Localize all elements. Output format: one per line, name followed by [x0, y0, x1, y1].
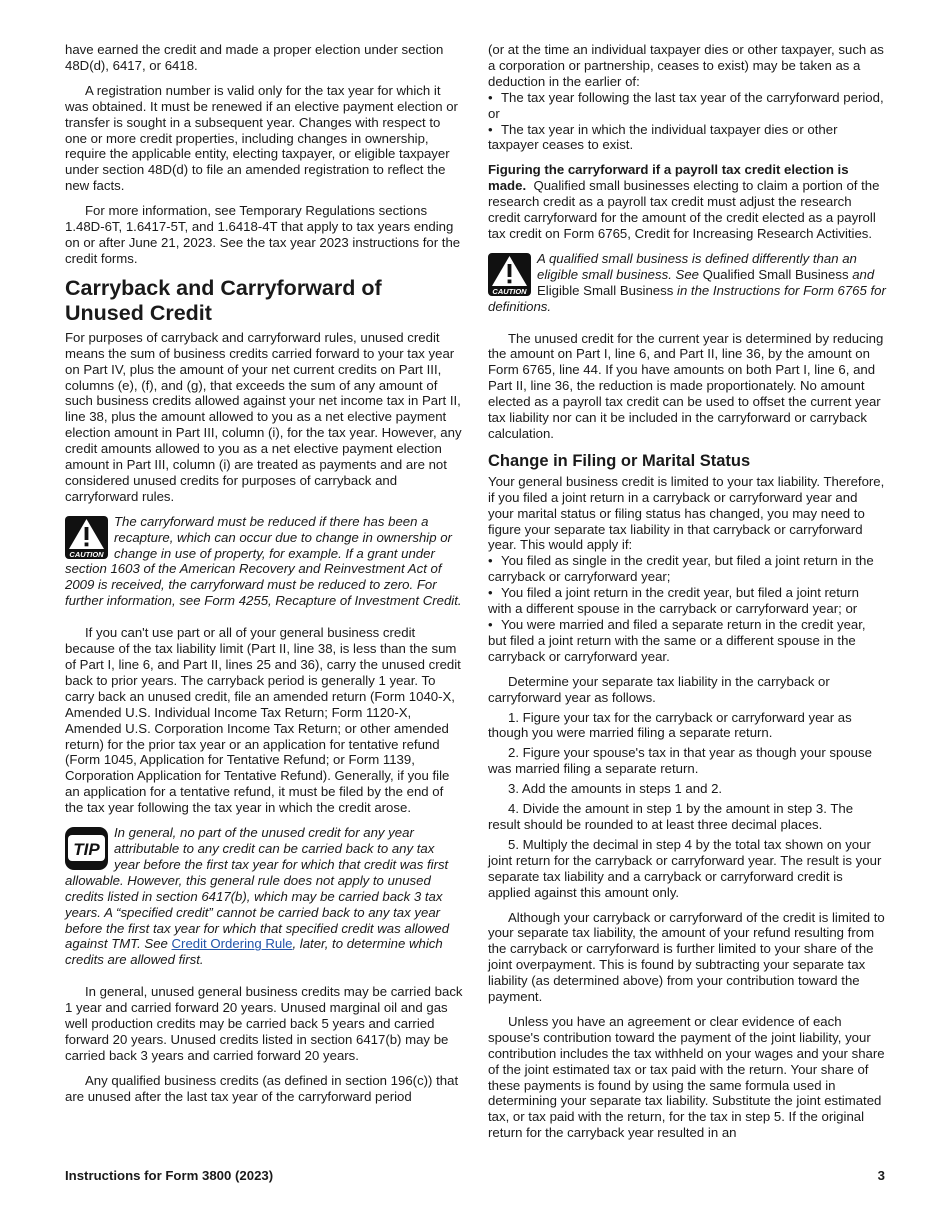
paragraph: Any qualified business credits (as defined in section 196(c)) that are unused after the last tax year of the carryforward period: [65, 1072, 459, 1104]
step-item: 3. Add the amounts in steps 1 and 2.: [508, 781, 723, 797]
tip-text: In general, no part of the unused credit for any year attributable to any credit can be carried back to any tax year before the first tax year for which that credit was first allowable. However, this general rule does not apply to unused credits listed in section 6417(b), which may be carried back 3 tax years. A “specified credit” cannot be carried back to any tax year before the first tax year for which that specified credit was allowed against TMT. See: [65, 825, 450, 952]
caution-text: The carryforward must be reduced if there has been a recapture, which can occur due to change in ownership or change in use of property, for example. If a grant under section 1603 of the American Recovery and Reinvestment Act of 2009 is received, the carryforward must be reduced to zero. For further information, see Form 4255, Recapture of Investment Credit.: [65, 513, 462, 609]
paragraph: If you can't use part or all of your general business credit because of the tax liability limit (Part II, line 38, is less than the sum of Part I, line 6, and Part II, lines 25 and 36), carry the unused credit back to prior years. The carryback period is generally 1 year. To carry back an unused credit, file an amended return (Form 1040-X, Amended U.S. Individual Income Tax Return; Form 1120-X, Amended U.S. Corporation Income Tax Return; or other amended return) for the prior tax year or an application for tentative refund (Form 1045, Application for Tentative Refund; or Form 1139, Corporation Application for Tentative Refund). Generally, if you file an application for a tentative refund, it must be filed by the end of the tax year following the tax year in which the credit arose.: [65, 625, 461, 816]
section-heading: Carryback and Carryforward of Unused Credit: [65, 275, 382, 325]
page-footer: [65, 1168, 885, 1183]
paragraph: The unused credit for the current year is determined by reducing the amount on Part I, line 6, and Part II, line 36, by the amount on Form 6765, line 44. If you have amounts on both Part I, line 6, and Part II, line 36, the reduction is made proportionately. No amount elected as a payroll tax credit can be used to offset the current year tax liability nor can it be included in the carryforward or carryback calculation.: [488, 330, 884, 441]
svg-text:TIP: TIP: [73, 840, 100, 860]
svg-text:CAUTION: CAUTION: [492, 286, 527, 296]
subsection-heading: Change in Filing or Marital Status: [488, 451, 751, 470]
paragraph: Determine your separate tax liability in the carryback or carryforward year as follows.: [488, 673, 830, 705]
credit-ordering-rule-link[interactable]: Credit Ordering Rule: [171, 936, 293, 952]
paragraph: Unless you have an agreement or clear evidence of each spouse's contribution toward the payment of the joint liability, your contribution includes the tax withheld on your wages and your share of the joint estimated tax or tax paid with the return. Your share of these payments is found by using the same formula used in determining your separate tax liability. Substitute the joint estimated tax, or tax paid with the return, for the tax in step 5. If the original return for the carryback year resulted in an: [488, 1013, 885, 1141]
bullet-item: • You filed as single in the credit year, but filed a joint return in the carryback or carryforward year;: [488, 553, 874, 585]
left-column: [65, 42, 463, 1114]
caution-icon: [65, 516, 108, 559]
tip-text-end: , later, to determine which credits are allowed first.: [65, 936, 443, 968]
footer-title: Instructions for Form 3800 (2023): [65, 1168, 274, 1183]
paragraph: Although your carryback or carryforward of the credit is limited to your separate tax liability, the amount of your refund resulting from the carryback or carryforward is further limited to your share of the joint overpayment. This is found by subtracting your separate tax liability (as determined above) from your contribution toward the payment.: [488, 909, 885, 1005]
paragraph: For purposes of carryback and carryforward rules, unused credit means the sum of business credits carried forward to your tax year on Part IV, plus the amount of your net current credits on Part III, columns (e), (f), and (g), that exceeds the sum of any amount of such business credits allowed against your net income tax in Part II, line 38, plus the amount allowed to you as a net elective payment election amount in Part III, column (i), for the tax year. However, any credit amounts allowed to you as a net elective payment election amount in Part III, column (i) are treated as payments and are not considered unused credits for purposes of carryback and carryforward rules.: [65, 329, 462, 504]
page-number: 3: [877, 1168, 885, 1183]
bullet-item: • The tax year following the last tax year of the carryforward period, or: [488, 89, 884, 121]
run-in-heading: Figuring the carryforward if a payroll tax credit election is made.: [488, 162, 849, 194]
step-item: 1. Figure your tax for the carryback or carryforward year as though you were married filing a separate return.: [488, 709, 852, 741]
caution-icon: [488, 253, 531, 296]
paragraph: A registration number is valid only for the tax year for which it was obtained. It must be renewed if an elective payment election or transfer is sought in a subsequent year. Changes with respect to one or more credit properties, including changes in ownership, require the applicable entity, electing taxpayer, or eligible taxpayer under section 48D(d) to file an amended registration to reflect the new facts.: [65, 82, 458, 194]
paragraph: (or at the time an individual taxpayer dies or other taxpayer, such as a corporation or partnership, ceases to exist) may be taken as a deduction in the earlier of:: [488, 42, 884, 89]
paragraph: have earned the credit and made a proper election under section 48D(d), 6417, or 6418.: [65, 42, 444, 73]
paragraph: For more information, see Temporary Regulations sections 1.48D-6T, 1.6417-5T, and 1.6418-4T that apply to tax years ending on or after June 21, 2023. See the tax year 2023 instructions for the credit forms.: [65, 203, 461, 266]
tip-note: [65, 825, 463, 968]
bullet-item: • The tax year in which the individual taxpayer dies or other taxpayer ceases to exist.: [488, 121, 838, 153]
step-item: 2. Figure your spouse's tax in that year as though your spouse was married filing a separate return.: [488, 745, 872, 777]
right-column: [488, 42, 886, 1150]
caution-note: [65, 514, 463, 609]
step-item: 5. Multiply the decimal in step 4 by the total tax shown on your joint return for the carryback or carryforward year. The result is your separate tax liability and a carryback or carryforward credit is applied against this amount only.: [488, 836, 882, 900]
paragraph: Your general business credit is limited to your tax liability. Therefore, if you filed a joint return in a carryback or carryforward year and your marital status or filing status has changed, you may need to figure your separate tax liability in that carryback or carryforward year. This would apply if:: [488, 473, 885, 553]
bullet-item: • You filed a joint return in the credit year, but filed a joint return with a different spouse in the carryback or carryforward year; or: [488, 585, 859, 617]
paragraph: In general, unused general business credits may be carried back 1 year and carried forward 20 years. Unused marginal oil and gas well production credits may be carried back 5 years and carried forward 20 years. Unused credits listed in section 6417(b) may be carried back 3 years and carried forward 20 years.: [65, 984, 463, 1063]
svg-text:CAUTION: CAUTION: [69, 549, 104, 559]
caution-note: CAUTION A qualified small business is defined differently than an eligible small business. See Qualified Small Business and Eligible Small Business in the Instructions for Form 6765 for definitions.: [488, 250, 886, 314]
bullet-item: • You were married and filed a separate return in the credit year, but filed a joint return with the same or a different spouse in the carryback or carryforward year.: [488, 617, 866, 664]
run-in-paragraph: Figuring the carryforward if a payroll tax credit election is made. Qualified small businesses electing to claim a portion of the research credit as a payroll tax credit must adjust the research credit carryforward for the amount of the credit elected as a payroll tax credit on Form 6765, Credit for Increasing Research Activities.: [488, 162, 880, 241]
tip-icon: [65, 827, 108, 870]
step-item: 4. Divide the amount in step 1 by the amount in step 3. The result should be rounded to at least three decimal places.: [488, 801, 854, 832]
